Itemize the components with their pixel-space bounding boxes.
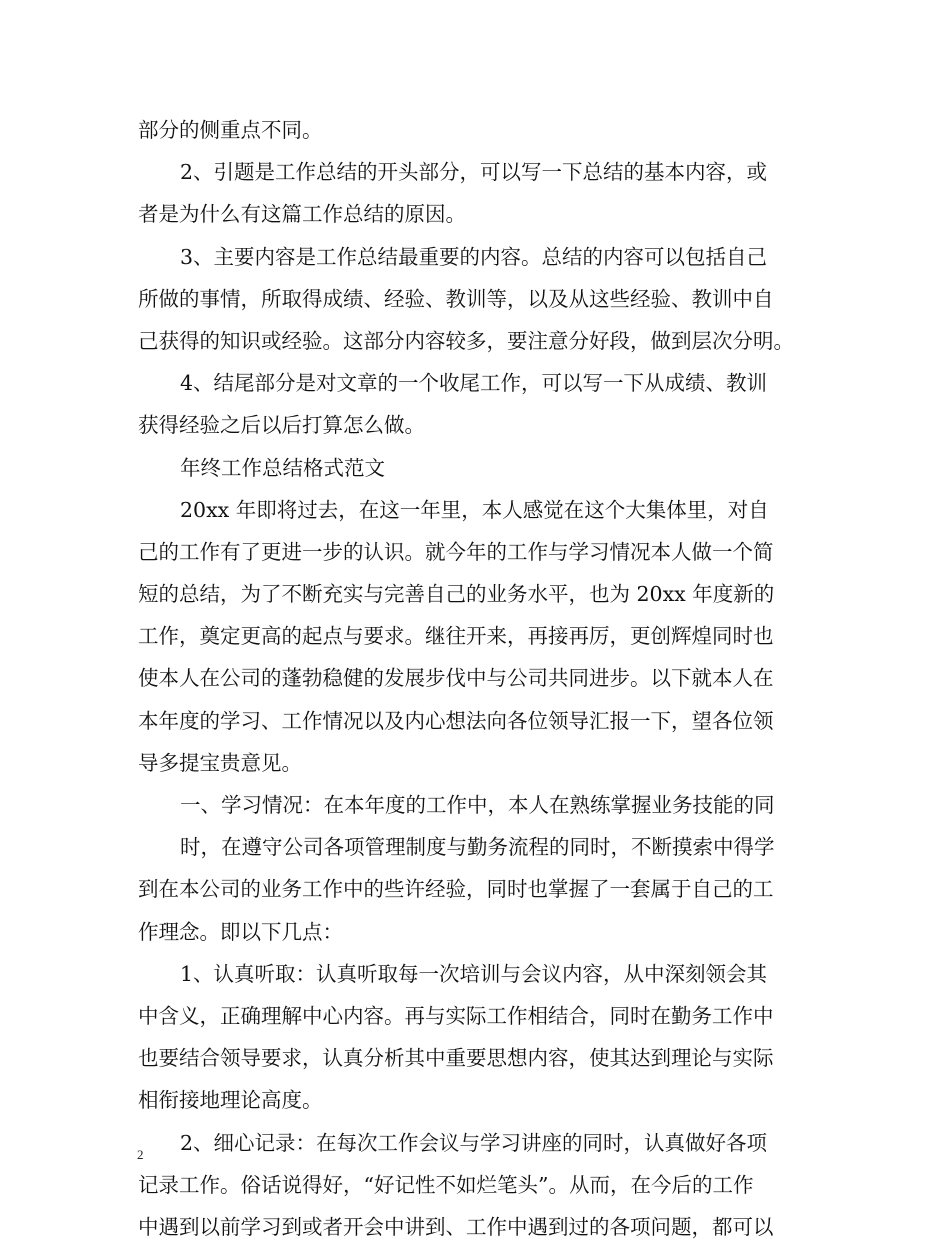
text-line: 所做的事情，所取得成绩、经验、教训等，以及从这些经验、教训中自	[138, 286, 774, 311]
text-line: 4、结尾部分是对文章的一个收尾工作，可以写一下从成绩、教训	[180, 371, 768, 396]
page-number: 2	[137, 1147, 144, 1162]
text-line: 中遇到以前学习到或者开会中讲到、工作中遇到过的各项问题，都可以	[138, 1214, 774, 1239]
text-line: 本年度的学习、工作情况以及内心想法向各位领导汇报一下，望各位领	[138, 708, 774, 733]
text-line: 使本人在公司的蓬勃稳健的发展步伐中与公司共同进步。以下就本人在	[138, 666, 774, 691]
text-line: 短的总结，为了不断充实与完善自己的业务水平，也为 20xx 年度新的	[138, 582, 775, 607]
text-line: 记录工作。俗话说得好，“好记性不如烂笔头”。从而，在今后的工作	[138, 1172, 754, 1197]
text-line: 20xx 年即将过去，在这一年里，本人感觉在这个大集体里，对自	[180, 497, 769, 522]
text-line: 工作，奠定更高的起点与要求。继往开来，再接再厉，更创辉煌同时也	[138, 624, 774, 649]
text-line: 己的工作有了更进一步的认识。就今年的工作与学习情况本人做一个简	[138, 539, 774, 564]
text-line: 相衔接地理论高度。	[138, 1088, 323, 1113]
text-line: 年终工作总结格式范文	[180, 455, 385, 480]
text-line: 作理念。即以下几点：	[138, 919, 343, 944]
text-line: 3、主要内容是工作总结最重要的内容。总结的内容可以包括自己	[180, 244, 768, 269]
text-line: 一、学习情况：在本年度的工作中，本人在熟练掌握业务技能的同	[180, 793, 775, 817]
text-line: 获得经验之后以后打算怎么做。	[138, 413, 425, 438]
text-line: 部分的侧重点不同。	[138, 118, 323, 142]
text-line: 1、认真听取：认真听取每一次培训与会议内容，从中深刻领会其	[180, 961, 768, 986]
text-line: 到在本公司的业务工作中的些许经验，同时也掌握了一套属于自己的工	[138, 877, 774, 902]
document-body	[138, 109, 828, 1248]
text-line: 中含义，正确理解中心内容。再与实际工作相结合，同时在勤务工作中	[138, 1003, 774, 1028]
text-line: 己获得的知识或经验。这部分内容较多，要注意分好段，做到层次分明。	[138, 328, 794, 353]
text-line: 2、引题是工作总结的开头部分，可以写一下总结的基本内容，或	[180, 160, 768, 185]
text-line: 导多提宝贵意见。	[138, 750, 302, 775]
text-line: 时，在遵守公司各项管理制度与勤务流程的同时，不断摸索中得学	[180, 835, 775, 860]
text-line: 2、细心记录：在每次工作会议与学习讲座的同时，认真做好各项	[180, 1130, 768, 1155]
text-line: 也要结合领导要求，认真分析其中重要思想内容，使其达到理论与实际	[138, 1046, 774, 1071]
text-line: 者是为什么有这篇工作总结的原因。	[138, 202, 466, 227]
